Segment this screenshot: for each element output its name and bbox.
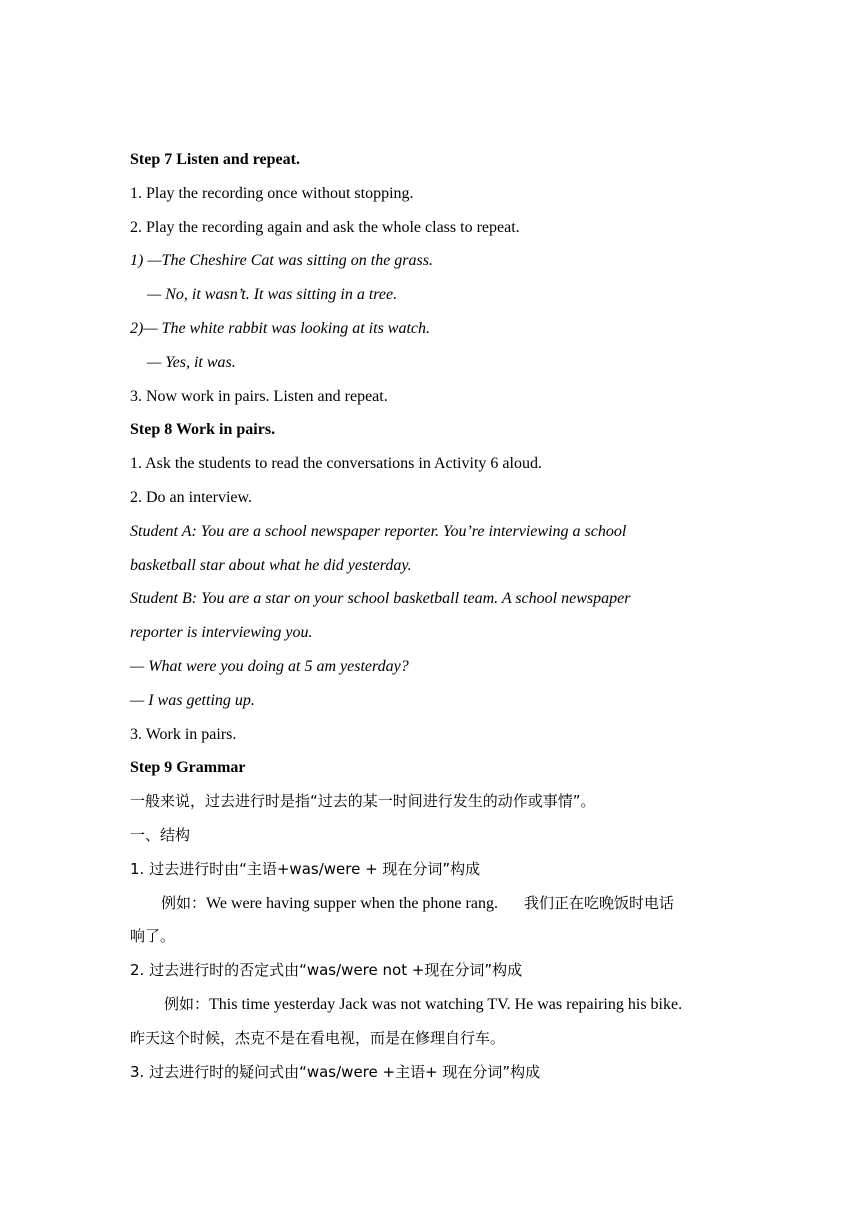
grammar-intro: 一般来说，过去进行时是指“过去的某一时间进行发生的动作或事情”。 — [130, 792, 596, 811]
grammar-rule-1-example — [130, 887, 740, 921]
step7-dialog2-answer: — Yes, it was. — [147, 353, 236, 371]
example-label: 例如： — [161, 893, 207, 912]
step7-dialog1-question: 1) —The Cheshire Cat was sitting on the grass. — [130, 252, 433, 270]
step7-item-1: 1. Play the recording once without stopping. — [130, 184, 414, 202]
student-a-role-line-1: Student A: You are a school newspaper reporter. You’re interviewing a school — [130, 522, 627, 540]
student-b-role-line-1: Student B: You are a star on your school basketball team. A school newspaper — [130, 590, 631, 608]
step8-item-1: 1. Ask the students to read the conversations in Activity 6 aloud. — [130, 455, 542, 473]
grammar-rule-2-example-translation: 昨天这个时候，杰克不是在看电视，而是在修理自行车。 — [130, 1028, 506, 1047]
step8-item-3: 3. Work in pairs. — [130, 725, 237, 743]
grammar-rule-2-example — [130, 988, 740, 1022]
student-a-role-line-2: basketball star about what he did yesterday. — [130, 556, 412, 574]
example-chinese: 我们正在吃晚饭时电话 — [523, 893, 674, 912]
step7-heading: Step 7 Listen and repeat. — [130, 151, 300, 168]
step8-heading: Step 8 Work in pairs. — [130, 421, 276, 439]
step7-dialog1-answer: — No, it wasn’t. It was sitting in a tree. — [147, 286, 398, 304]
document-body — [130, 143, 740, 1089]
step8-dialog-answer: — I was getting up. — [130, 691, 255, 709]
step7-item-3: 3. Now work in pairs. Listen and repeat. — [130, 387, 388, 405]
example-label: 例如： — [164, 994, 210, 1013]
grammar-rule-1: 1. 过去进行时由“主语+was/were + 现在分词”构成 — [130, 859, 481, 878]
student-b-role-line-2: reporter is interviewing you. — [130, 624, 313, 642]
grammar-section-structure: 一、结构 — [130, 825, 191, 844]
grammar-rule-3: 3. 过去进行时的疑问式由“was/were +主语+ 现在分词”构成 — [130, 1062, 541, 1081]
example-english: We were having supper when the phone rang. — [206, 894, 498, 912]
step7-dialog2-question: 2)— The white rabbit was looking at its watch. — [130, 319, 431, 337]
step8-dialog-question: — What were you doing at 5 am yesterday? — [130, 657, 409, 675]
step7-item-2: 2. Play the recording again and ask the whole class to repeat. — [130, 218, 520, 236]
example-english: This time yesterday Jack was not watching TV. He was repairing his bike. — [209, 995, 683, 1013]
grammar-rule-2: 2. 过去进行时的否定式由“was/were not +现在分词”构成 — [130, 961, 523, 980]
step9-heading: Step 9 Grammar — [130, 759, 246, 777]
step8-item-2: 2. Do an interview. — [130, 488, 253, 506]
grammar-rule-1-example-continued: 响了。 — [130, 927, 176, 946]
